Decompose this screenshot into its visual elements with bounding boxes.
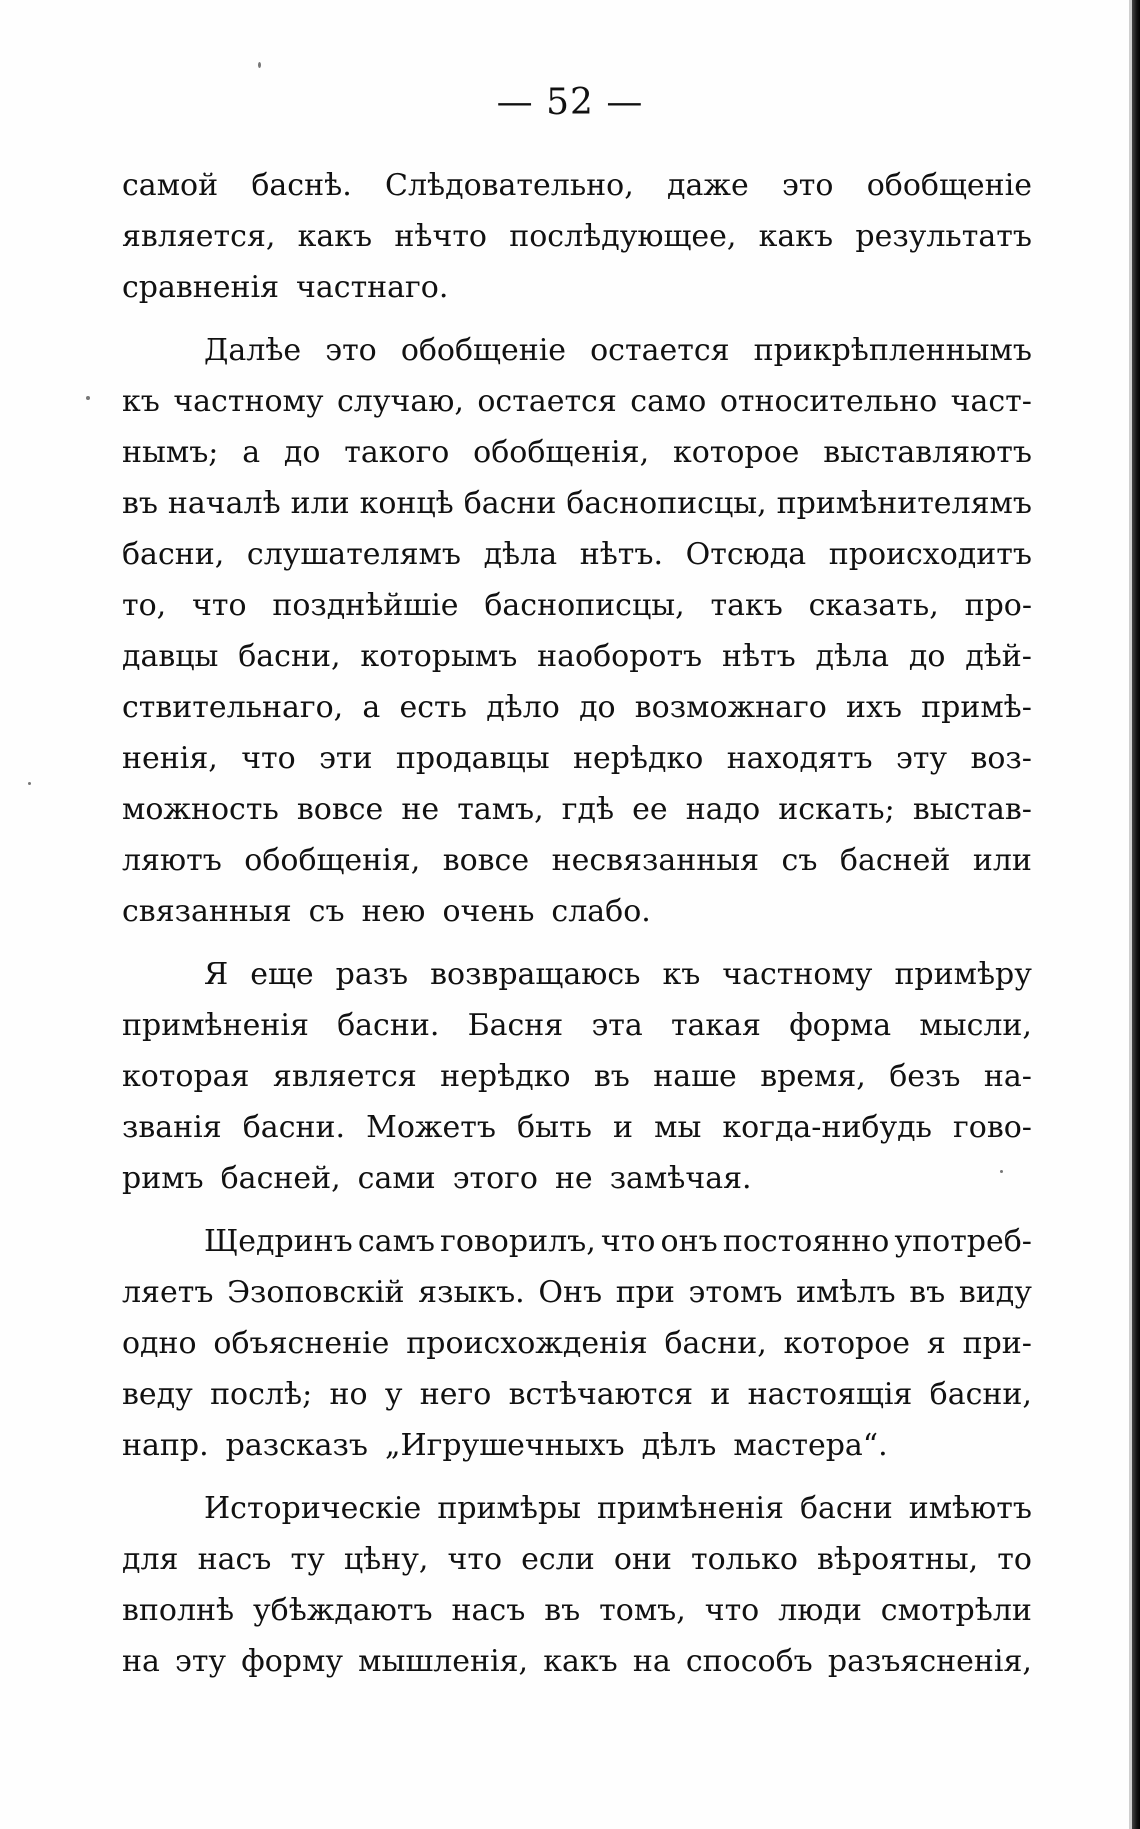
book-spine-edge: [1132, 0, 1140, 1829]
text-line: Историческіе примѣры примѣненія басни имѣютъ: [204, 1491, 1032, 1526]
paper-speck: [28, 782, 31, 785]
text-line: давцы басни, которымъ наоборотъ нѣтъ дѣла до дѣй-: [122, 639, 1032, 674]
text-line: Далѣе это обобщеніе остается прикрѣпленнымъ: [204, 333, 1032, 368]
text-line: къ частному случаю, остается само относительно част-: [122, 384, 1032, 419]
text-line: сравненія частнаго.: [122, 270, 449, 305]
text-line: примѣненія басни. Басня эта такая форма мысли,: [122, 1008, 1032, 1043]
paragraph: [122, 160, 1032, 313]
text-line: ляетъ Эзоповскій языкъ. Онъ при этомъ имѣлъ въ виду: [122, 1275, 1032, 1310]
text-line: то, что позднѣйшіе баснописцы, такъ сказать, про-: [122, 588, 1032, 623]
body-text: [122, 160, 1032, 1699]
text-line: для насъ ту цѣну, что если они только вѣроятны, то: [122, 1542, 1032, 1577]
paper-speck: [86, 396, 90, 400]
text-line: басни, слушателямъ дѣла нѣтъ. Отсюда происходитъ: [122, 537, 1032, 572]
paper-speck: [258, 62, 261, 68]
paper-speck: [1000, 1170, 1003, 1173]
text-line: Я еще разъ возвращаюсь къ частному примѣру: [204, 957, 1032, 992]
text-line: Щедринъ самъ говорилъ, что онъ постоянно употреб-: [204, 1224, 1032, 1259]
text-line: можность вовсе не тамъ, гдѣ ее надо искать; выстав-: [122, 792, 1032, 827]
text-line: званія басни. Можетъ быть и мы когда-нибудь гово-: [122, 1110, 1032, 1145]
text-line: въ началѣ или концѣ басни баснописцы, примѣнителямъ: [122, 486, 1032, 521]
text-line: ляютъ обобщенія, вовсе несвязанныя съ басней или: [122, 843, 1032, 878]
text-line: которая является нерѣдко въ наше время, безъ на-: [122, 1059, 1032, 1094]
text-line: нымъ; а до такого обобщенія, которое выставляютъ: [122, 435, 1032, 470]
text-line: одно объясненіе происхожденія басни, которое я при-: [122, 1326, 1032, 1361]
text-line: напр. разсказъ „Игрушечныхъ дѣлъ мастера“.: [122, 1428, 888, 1463]
paragraph: [122, 1483, 1032, 1687]
text-line: вполнѣ убѣждаютъ насъ въ томъ, что люди смотрѣли: [122, 1593, 1032, 1628]
paragraph: [122, 1216, 1032, 1471]
text-line: веду послѣ; но у него встѣчаются и настоящія басни,: [122, 1377, 1032, 1412]
text-line: связанныя съ нею очень слабо.: [122, 894, 651, 929]
paragraph: [122, 325, 1032, 937]
text-line: римъ басней, сами этого не замѣчая.: [122, 1161, 752, 1196]
text-line: самой баснѣ. Слѣдовательно, даже это обобщеніе: [122, 168, 1032, 203]
text-line: на эту форму мышленія, какъ на способъ разъясненія,: [122, 1644, 1032, 1679]
text-line: является, какъ нѣчто послѣдующее, какъ результатъ: [122, 219, 1032, 254]
paragraph: [122, 949, 1032, 1204]
page-number: — 52 —: [496, 82, 644, 123]
text-line: ствительнаго, а есть дѣло до возможнаго ихъ примѣ-: [122, 690, 1032, 725]
text-line: ненія, что эти продавцы нерѣдко находятъ эту воз-: [122, 741, 1032, 776]
